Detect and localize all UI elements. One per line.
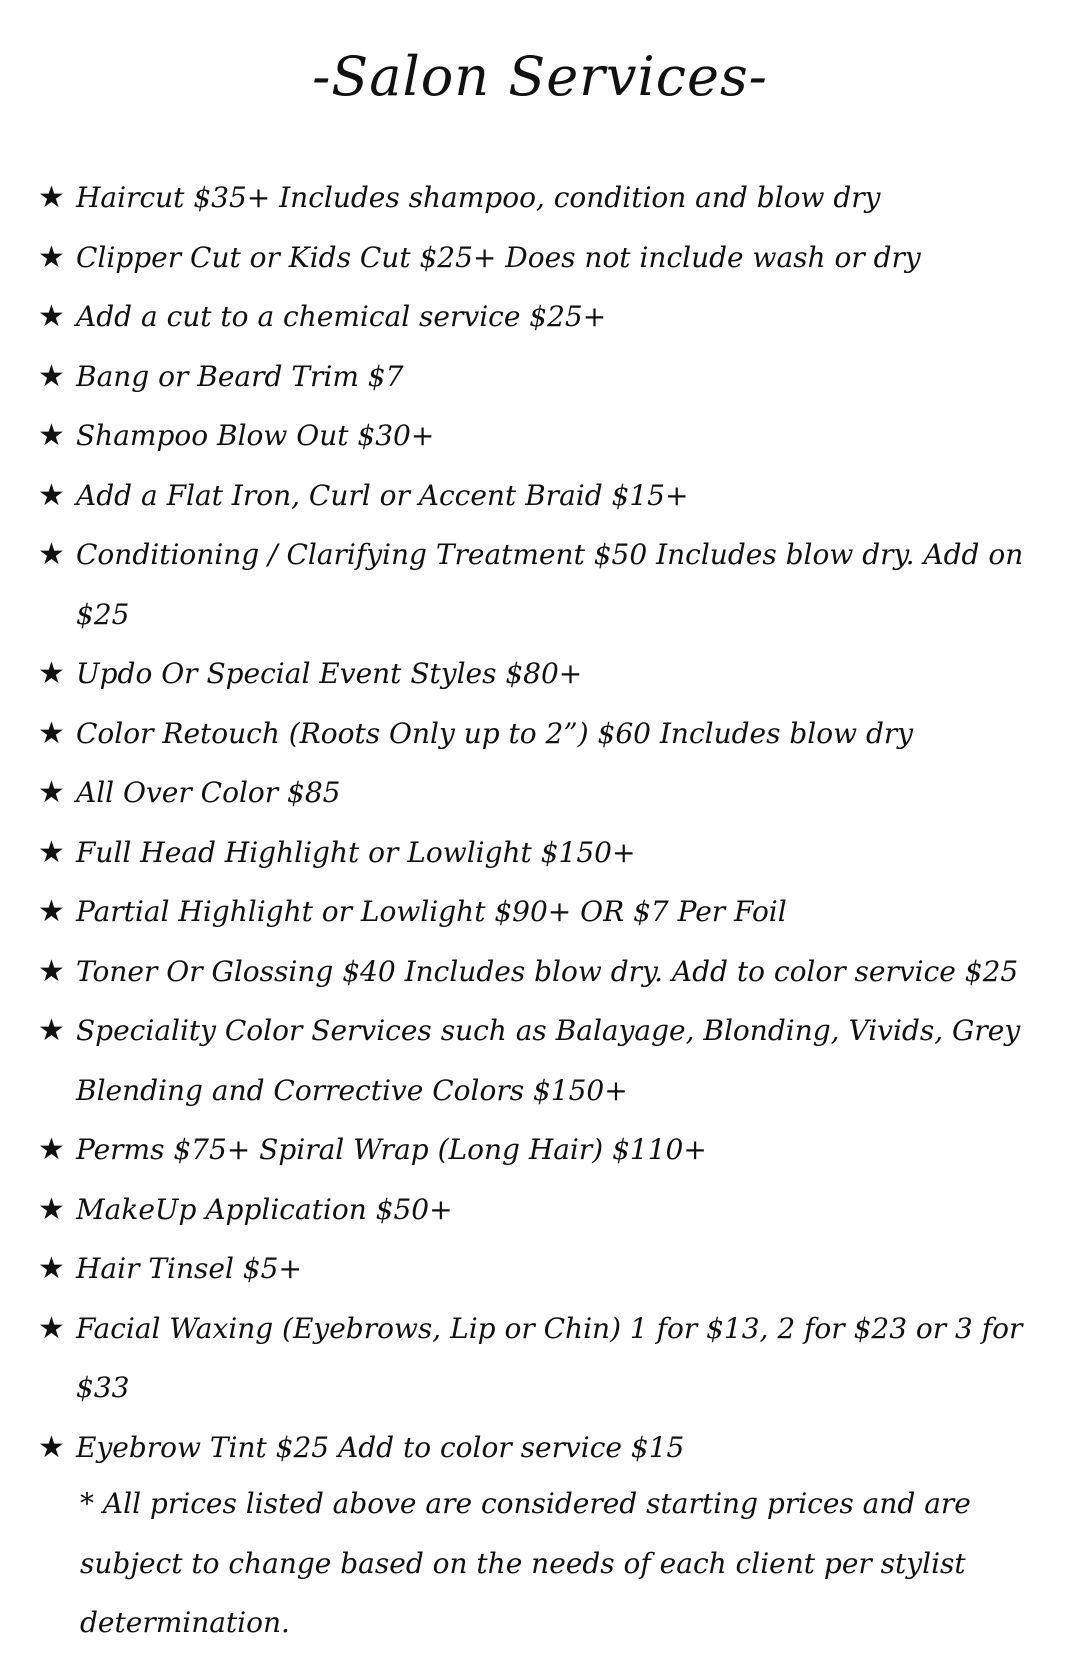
service-text: Add a Flat Iron, Curl or Accent Braid $15+ <box>76 478 689 512</box>
star-icon: ★ <box>38 180 65 215</box>
service-text: Speciality Color Services such as Balayage, Blonding, Vivids, Grey Blending and Corrective Colors $150+ <box>76 1014 1021 1107</box>
service-text: Clipper Cut or Kids Cut $25+ Does not include wash or dry <box>76 240 921 274</box>
service-item <box>38 406 1068 466</box>
star-icon: ★ <box>38 299 65 334</box>
service-item <box>38 525 1068 644</box>
service-text: Haircut $35+ Includes shampoo, condition and blow dry <box>76 181 881 214</box>
service-text: Perms $75+ Spiral Wrap (Long Hair) $110+ <box>76 1133 707 1166</box>
service-text: MakeUp Application $50+ <box>76 1192 453 1226</box>
star-icon: ★ <box>38 894 65 929</box>
service-item <box>38 763 1068 823</box>
service-text: Shampoo Blow Out $30+ <box>76 419 435 452</box>
service-text: Facial Waxing (Eyebrows, Lip or Chin) 1 for $13, 2 for $23 or 3 for $33 <box>76 1311 1023 1404</box>
star-icon: ★ <box>38 239 65 275</box>
star-icon: ★ <box>38 715 65 751</box>
star-icon: ★ <box>38 1429 65 1465</box>
star-icon: ★ <box>38 358 65 394</box>
service-text: Partial Highlight or Lowlight $90+ OR $7 Per Foil <box>76 895 787 928</box>
star-icon: ★ <box>38 656 65 691</box>
service-text: Add a cut to a chemical service $25+ <box>76 300 607 333</box>
service-text: Bang or Beard Trim $7 <box>76 359 404 393</box>
star-icon: ★ <box>38 834 65 870</box>
service-item <box>38 1299 1068 1418</box>
star-icon: ★ <box>38 477 65 513</box>
service-item <box>38 1180 1068 1240</box>
star-icon: ★ <box>38 1132 65 1167</box>
service-item <box>38 347 1068 407</box>
service-item <box>38 644 1068 704</box>
service-text: Toner Or Glossing $40 Includes blow dry. Add to color service $25 <box>76 954 1019 988</box>
pricing-note: * All prices listed above are considered starting prices and are subject to change based on the needs of each client per stylist determination. <box>80 1487 971 1639</box>
service-text: All Over Color $85 <box>76 776 341 809</box>
service-item <box>38 287 1068 347</box>
service-text: Conditioning / Clarifying Treatment $50 Includes blow dry. Add on $25 <box>76 538 1024 631</box>
service-item <box>38 1001 1068 1120</box>
service-item <box>38 168 1068 228</box>
service-item <box>38 704 1068 764</box>
service-item <box>38 466 1068 526</box>
page-title: -Salon Services- <box>312 45 768 108</box>
star-icon: ★ <box>38 1310 65 1346</box>
service-text: Full Head Highlight or Lowlight $150+ <box>76 835 636 869</box>
services-list <box>38 168 1068 1477</box>
service-text: Hair Tinsel $5+ <box>76 1252 302 1285</box>
star-icon: ★ <box>38 1251 65 1286</box>
service-item <box>38 228 1068 288</box>
star-icon: ★ <box>38 1013 65 1048</box>
star-icon: ★ <box>38 537 65 572</box>
service-item <box>38 1418 1068 1478</box>
star-icon: ★ <box>38 775 65 810</box>
service-text: Color Retouch (Roots Only up to 2”) $60 Includes blow dry <box>76 716 914 750</box>
service-item <box>38 823 1068 883</box>
star-icon: ★ <box>38 1191 65 1227</box>
service-item <box>38 942 1068 1002</box>
service-text: Eyebrow Tint $25 Add to color service $15 <box>76 1430 685 1464</box>
service-item <box>38 882 1068 942</box>
service-text: Updo Or Special Event Styles $80+ <box>76 657 583 690</box>
star-icon: ★ <box>38 418 65 453</box>
service-item <box>38 1239 1068 1299</box>
service-item <box>38 1120 1068 1180</box>
star-icon: ★ <box>38 953 65 989</box>
